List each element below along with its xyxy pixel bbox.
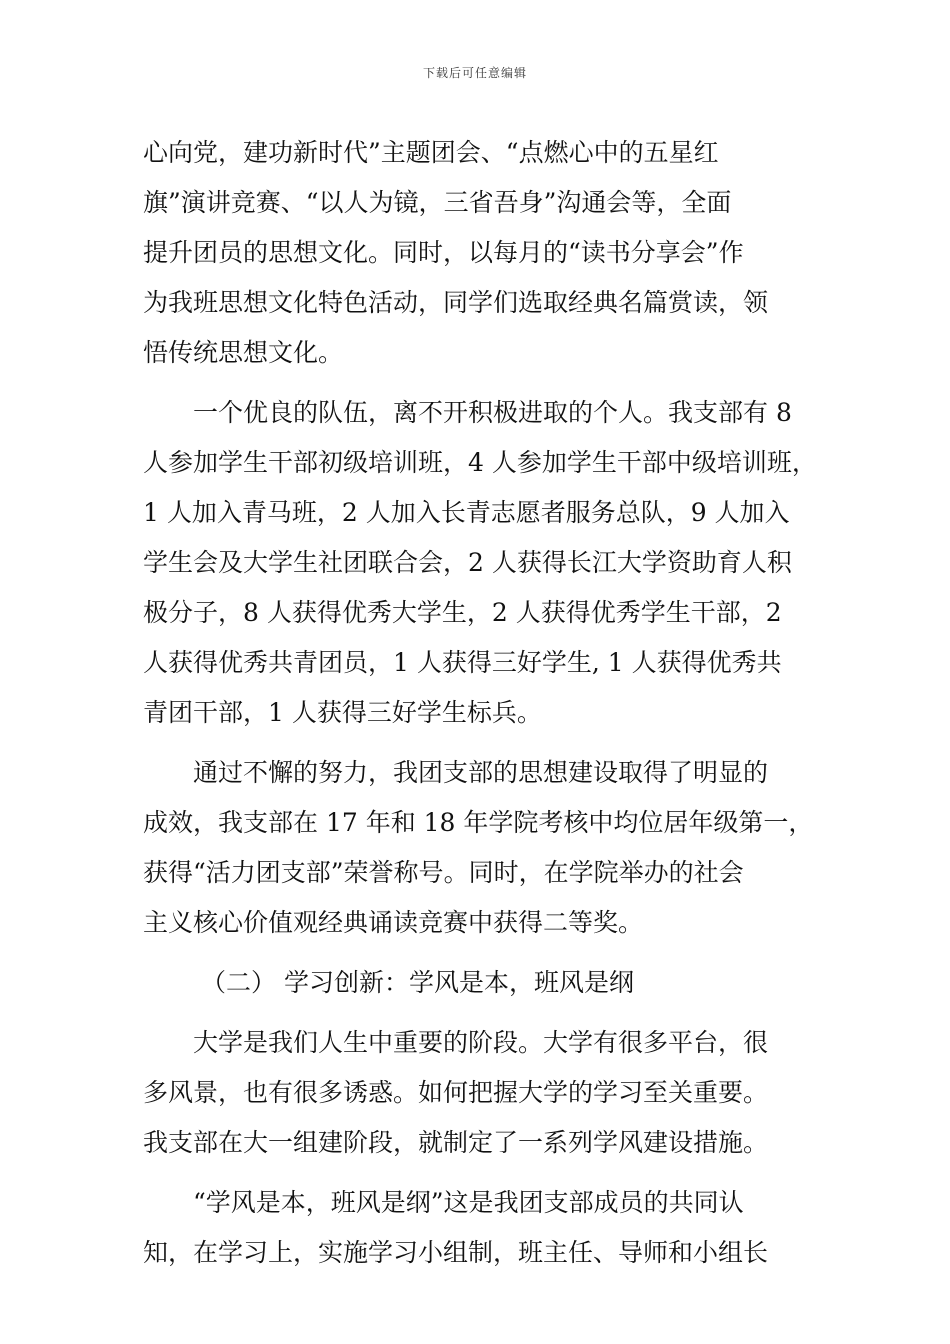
document-body — [143, 128, 823, 1278]
text-line: 人获得优秀共青团员，1 人获得三好学生, 1 人获得优秀共 — [143, 648, 782, 677]
paragraph-1 — [143, 128, 823, 378]
text-line: “学风是本，班风是纲”这是我团支部成员的共同认 — [193, 1188, 744, 1217]
text-line: 知，在学习上，实施学习小组制，班主任、导师和小组长 — [143, 1238, 769, 1267]
text-line: 心向党，建功新时代”主题团会、“点燃心中的五星红 — [143, 138, 719, 167]
text-line: 大学是我们人生中重要的阶段。大学有很多平台，很 — [193, 1028, 769, 1057]
text-line: 1 人加入青马班，2 人加入长青志愿者服务总队，9 人加入 — [143, 498, 790, 527]
text-line: 悟传统思想文化。 — [143, 338, 344, 367]
paragraph-2 — [143, 388, 823, 738]
text-line: 我支部在大一组建阶段，就制定了一系列学风建设措施。 — [143, 1128, 769, 1157]
text-line: 主义核心价值观经典诵读竞赛中获得二等奖。 — [143, 908, 644, 937]
text-line: 一个优良的队伍，离不开积极进取的个人。我支部有 8 — [193, 398, 792, 427]
text-line: 旗”演讲竞赛、“以人为镜，三省吾身”沟通会等，全面 — [143, 188, 732, 217]
text-line: 极分子，8 人获得优秀大学生，2 人获得优秀学生干部，2 — [143, 598, 782, 627]
text-line: 为我班思想文化特色活动，同学们选取经典名篇赏读，领 — [143, 288, 769, 317]
text-line: 学生会及大学生社团联合会，2 人获得长江大学资助育人积 — [143, 548, 792, 577]
text-line: 多风景，也有很多诱惑。如何把握大学的学习至关重要。 — [143, 1078, 769, 1107]
paragraph-4 — [143, 1018, 823, 1168]
text-line: 成效，我支部在 17 年和 18 年学院考核中均位居年级第一， — [143, 808, 814, 837]
text-line: 提升团员的思想文化。同时，以每月的“读书分享会”作 — [143, 238, 744, 267]
paragraph-5 — [143, 1178, 823, 1278]
paragraph-3 — [143, 748, 823, 948]
text-line: 获得“活力团支部”荣誉称号。同时，在学院举办的社会 — [143, 858, 744, 887]
text-line: 通过不懈的努力，我团支部的思想建设取得了明显的 — [193, 758, 769, 787]
section-heading — [143, 958, 823, 1008]
page-header: 下载后可任意编辑 — [422, 66, 527, 80]
text-line: 青团干部，1 人获得三好学生标兵。 — [143, 698, 542, 727]
section-heading-text: （二） 学习创新：学风是本，班风是纲 — [201, 968, 634, 997]
text-line: 人参加学生干部初级培训班，4 人参加学生干部中级培训班， — [143, 448, 817, 477]
